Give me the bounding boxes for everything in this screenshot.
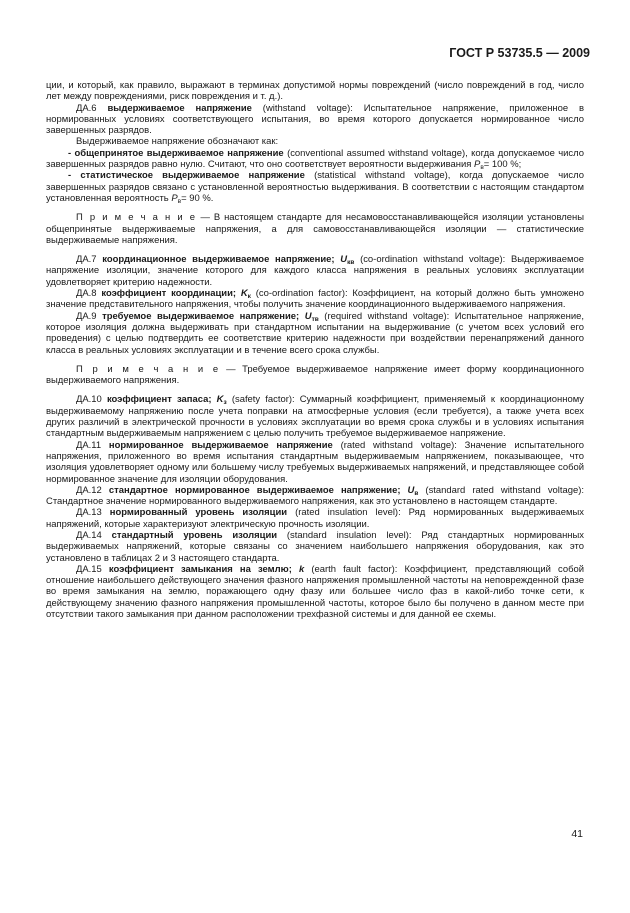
symbol-subscript: в <box>414 489 419 497</box>
paragraph-text: Выдерживаемое напряжение обозначают как: <box>76 136 279 148</box>
symbol-subscript: тв <box>311 315 319 323</box>
clause-number: ДА.7 <box>76 254 97 266</box>
page-number: 41 <box>571 828 583 840</box>
definition-da15 <box>46 564 584 620</box>
definition-text: (statistical withstand voltage), когда допускаемое число завершенных разрядов связано с установленной вероятностью выдерживания. В соответствии с настоящим стандартом установленная вероятность <box>46 170 584 204</box>
definition-text: (co-ordination factor): Коэффициент, на который должно быть умножено значение представительного напряжения, чтобы получить значение координационного выдерживаемого напряжения. <box>46 288 584 311</box>
note-label: П р и м е ч а н и е <box>76 212 197 224</box>
symbol-subscript: к <box>247 293 251 301</box>
symbol-subscript: кв <box>347 259 355 267</box>
clause-number: ДА.10 <box>76 394 102 406</box>
definition-text: (standard rated withstand voltage): Стандартное значение нормированного выдерживаемого напряжения, как это установлено в настоящем стандарте. <box>46 484 585 508</box>
term: стандартное нормированное выдерживаемое напряжение; <box>108 484 401 496</box>
list-item-statistical <box>46 170 584 204</box>
clause-number: ДА.6 <box>76 102 97 114</box>
definition-da9 <box>46 311 584 356</box>
symbol: K <box>240 288 248 300</box>
definition-da13 <box>46 507 584 530</box>
clause-number: ДА.11 <box>76 439 102 451</box>
definition-da14 <box>46 530 584 564</box>
clause-number: ДА.14 <box>76 529 102 541</box>
definition-da11 <box>46 440 584 485</box>
symbol: P <box>171 192 178 204</box>
clause-number: ДА.8 <box>76 288 97 300</box>
term: стандартный уровень изоляции <box>111 529 278 541</box>
definition-text: (rated insulation level): Ряд нормированных выдерживаемых напряжений, которые характеризуют электрическую прочность изоляции. <box>46 507 585 530</box>
document-body <box>46 80 584 620</box>
definition-text: (co-ordination withstand voltage): Выдерживаемое напряжение изоляции, значение которого для каждого класса напряжения в реальных условиях эксплуатации удовлетворяет критерию надежности. <box>46 254 585 288</box>
list-item-conventional <box>46 148 584 171</box>
symbol-subscript: в <box>480 164 484 172</box>
note-text: — В настоящем стандарте для несамовосстанавливающейся изоляции установлены общепринятые выдерживаемые напряжения, а для самовосстанавливающейся изоляции — статистические выдерживаемые напряжения. <box>46 212 584 246</box>
definition-text: (safety factor): Суммарный коэффициент, применяемый к координационному выдерживаемому напряжению после учета поправки на атмосферные условия (если требуется), а также учета всех других различий в электрической прочности в условиях эксплуатации во время срока службы и в условиях испытания стандартным выдерживаемым напряжением с целью получить требуемое выдерживаемое напряжение. <box>46 394 585 440</box>
symbol: U <box>304 310 312 322</box>
clause-number: ДА.9 <box>76 310 97 322</box>
symbol: K <box>216 394 224 406</box>
clause-number: ДА.15 <box>76 563 102 575</box>
definition-text: (withstand voltage): Испытательное напряжение, приложенное в нормированных условиях соответствующего испытания, во время которого допускается нормированное число завершенных разрядов. <box>46 102 585 137</box>
paragraph-designation <box>46 136 584 147</box>
clause-number: ДА.12 <box>76 484 102 496</box>
definition-text: (conventional assumed withstand voltage), когда допускаемое число завершенных разрядов равно нулю. Считают, что оно соответствует вероятности выдерживания <box>46 147 584 171</box>
term: коэффициент замыкания на землю; <box>108 563 292 575</box>
definition-text: (required withstand voltage): Испытательное напряжение, которое изоляция должна выдерживать при стандартном испытании на выдерживание (с учетом всех условий его проведения) с целью подтвердить ее соответствие критерию надежности при воздействии перенапряжений данного класса в реальных условиях эксплуатации и в течение всего срока службы. <box>46 310 584 356</box>
definition-text: (standard insulation level): Ряд стандартных нормированных выдерживаемых напряжений, которые связаны со значением наибольшего напряжения оборудования, как это установлено в таблицах 2 и 3 настоящего стандарта. <box>46 529 584 564</box>
term: выдерживаемое напряжение <box>107 102 252 114</box>
term: коэффициент координации; <box>101 288 237 300</box>
definition-text: (rated withstand voltage): Значение испытательного напряжения, приложенного во время испытания стандартным выдерживаемым напряжением, показывающее, что изоляция удовлетворяет одному или большему числу требуемых выдерживаемых напряжений, и представляющее собой нормированное значение для изоляции оборудования. <box>46 439 584 485</box>
paragraph-continuation <box>46 80 584 103</box>
symbol: k <box>298 563 305 575</box>
definition-text: (earth fault factor): Коэффициент, представляющий собой отношение наибольшего действующего значения фазного напряжения промышленной частоты на неповрежденной фазе во время замыкания на землю, поражающего одну фазу или большее число фаз в какой-либо точке сети, к действующему значению фазного напряжения промышленной частоты, которое было бы получено в данном месте при отсутствии такого замыкания при данном расположении трехфазной системы и для данной ее схемы. <box>46 563 584 621</box>
term: - статистическое выдерживаемое напряжение <box>68 170 305 182</box>
term: нормированный уровень изоляции <box>109 507 288 519</box>
note-1 <box>46 212 584 246</box>
note-2 <box>46 364 584 387</box>
definition-da12 <box>46 485 584 508</box>
term: коэффициент запаса; <box>106 394 212 406</box>
value-text: = 90 %. <box>181 192 214 204</box>
definition-da10 <box>46 394 584 439</box>
standard-header: ГОСТ Р 53735.5 — 2009 <box>449 46 590 60</box>
definition-da8 <box>46 288 584 311</box>
term: - общепринятое выдерживаемое напряжение <box>68 147 284 159</box>
clause-number: ДА.13 <box>76 507 102 519</box>
definition-da6 <box>46 103 584 137</box>
term: координационное выдерживаемое напряжение; <box>102 254 335 266</box>
definition-da7 <box>46 254 584 288</box>
symbol: U <box>340 254 348 266</box>
symbol: U <box>407 484 415 496</box>
symbol: P <box>474 159 481 171</box>
symbol-subscript: в <box>177 197 182 205</box>
value-text: = 100 %; <box>483 159 522 171</box>
term: требуемое выдерживаемое напряжение; <box>102 310 300 322</box>
symbol-subscript: з <box>223 399 227 407</box>
note-text: — Требуемое выдерживаемое напряжение имеет форму координационного выдерживаемого напряжения. <box>46 363 584 387</box>
note-label: П р и м е ч а н и е <box>76 363 220 375</box>
paragraph-text: ции, и который, как правило, выражают в терминах допустимой нормы повреждений (число повреждений в год, число лет между повреждениями, риск повреждения и т. д.). <box>46 80 584 103</box>
term: нормированное выдерживаемое напряжение <box>108 439 333 451</box>
